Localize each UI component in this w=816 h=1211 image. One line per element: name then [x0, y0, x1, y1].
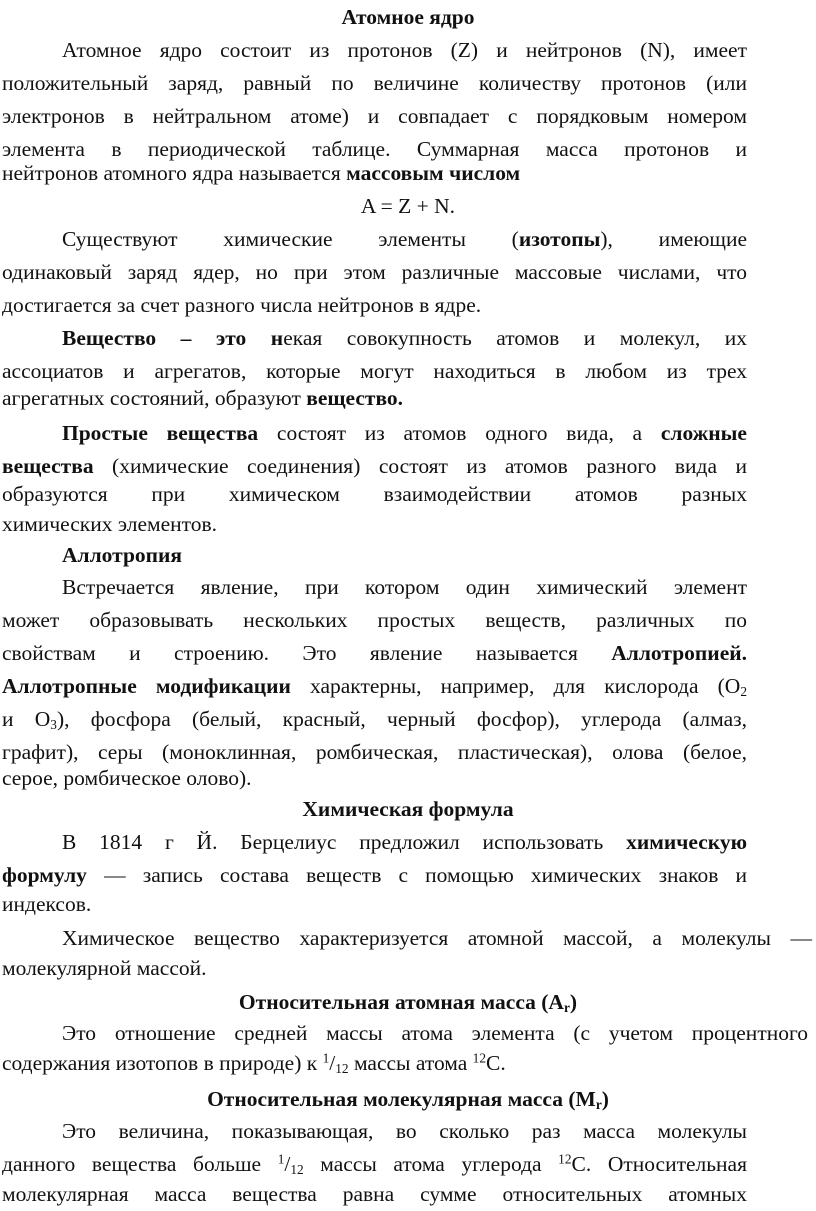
- heading-allotropy: Аллотропия: [62, 543, 183, 567]
- term-substances: вещества: [2, 454, 94, 478]
- paragraph-line: химических элементов.: [2, 512, 218, 536]
- term-simple-substances: Простые вещества: [62, 421, 259, 445]
- paragraph-line: данного вещества больше $^1/_{12}$ массы атома углерода $^{12}$C. Относительная: [2, 1151, 747, 1177]
- paragraph-line: свойствам и строению. Это явление называется Аллотропией.: [2, 641, 747, 665]
- paragraph-line: Это величина, показывающая, во сколько раз масса молекулы: [62, 1119, 747, 1143]
- paragraph-line: Встречается явление, при котором один химический элемент: [62, 575, 747, 599]
- paragraph-line: Вещество – это некая совокупность атомов и молекул, их: [62, 326, 747, 350]
- heading-atomic-nucleus: Атомное ядро: [341, 5, 475, 29]
- paragraph-line: может образовывать нескольких простых веществ, различных по: [2, 608, 747, 632]
- paragraph-line: Химическое вещество характеризуется атомной массой, а молекулы —: [62, 926, 812, 950]
- paragraph-line: Простые вещества состоят из атомов одного вида, а сложные: [62, 421, 747, 445]
- paragraph-line: достигается за счет разного числа нейтронов в ядре.: [2, 293, 482, 317]
- term-substance: вещество.: [306, 386, 404, 410]
- paragraph-line: одинаковый заряд ядер, но при этом различные массовые числами, что: [2, 260, 747, 284]
- paragraph-line: ассоциатов и агрегатов, которые могут находиться в любом из трех: [2, 359, 747, 383]
- paragraph-line: содержания изотопов в природе) к $^1/_{12}$ массы атома $^{12}$C.: [2, 1050, 506, 1076]
- term-allotropy: Аллотропией.: [611, 641, 747, 665]
- term-chemical: химическую: [626, 830, 747, 854]
- term-complex: сложные: [660, 421, 747, 445]
- paragraph-line: вещества (химические соединения) состоят из атомов разного вида и: [2, 454, 747, 478]
- paragraph-line: индексов.: [2, 892, 92, 916]
- heading-chemical-formula: Химическая формула: [302, 797, 514, 821]
- paragraph-line: В 1814 г Й. Берцелиус предложил использовать химическую: [62, 830, 747, 854]
- term-isotopes: изотопы: [518, 227, 601, 251]
- paragraph-line: серое, ромбическое олово).: [2, 766, 252, 790]
- formula-mass-number: A = Z + N.: [360, 194, 456, 218]
- paragraph-line: элемента в периодической таблице. Суммарная масса протонов и: [2, 137, 747, 161]
- paragraph-line: электронов в нейтральном атоме) и совпадает с порядковым номером: [2, 104, 747, 128]
- paragraph-line: Атомное ядро состоит из протонов (Z) и нейтронов (N), имеет: [62, 38, 747, 62]
- paragraph-line: образуются при химическом взаимодействии атомов разных: [2, 482, 747, 506]
- term-allotropic-modifications: Аллотропные модификации: [2, 674, 291, 698]
- paragraph-line: формулу — запись состава веществ с помощью химических знаков и: [2, 863, 747, 887]
- paragraph-line: молекулярная масса вещества равна сумме относительных атомных: [2, 1182, 747, 1206]
- heading-relative-atomic-mass: Относительная атомная масса $(A_r)$: [238, 990, 578, 1015]
- paragraph-line: молекулярной массой.: [2, 956, 207, 980]
- paragraph-line: Аллотропные модификации характерны, например, для кислорода ($O_2$: [2, 674, 748, 699]
- paragraph-line: графит), серы (моноклинная, ромбическая, пластическая), олова (белое,: [2, 740, 747, 764]
- paragraph-line: и $O_3$), фосфора (белый, красный, черный фосфор), углерода (алмаз,: [2, 707, 747, 732]
- term-substance-def: Вещество – это н: [62, 326, 284, 350]
- paragraph-line: Это отношение средней массы атома элемента (с учетом процентного: [62, 1021, 808, 1045]
- term-mass-number: массовым числом: [346, 161, 521, 185]
- term-formula: формулу: [2, 863, 87, 887]
- paragraph-line: агрегатных состояний, образуют вещество.: [2, 386, 404, 410]
- paragraph-line: положительный заряд, равный по величине количеству протонов (или: [2, 71, 747, 95]
- paragraph-line: Существуют химические элементы (изотопы), имеющие: [62, 227, 748, 251]
- heading-relative-molecular-mass: Относительная молекулярная масса $(M_r)$: [207, 1087, 609, 1112]
- paragraph-line: нейтронов атомного ядра называется массовым числом: [2, 161, 521, 185]
